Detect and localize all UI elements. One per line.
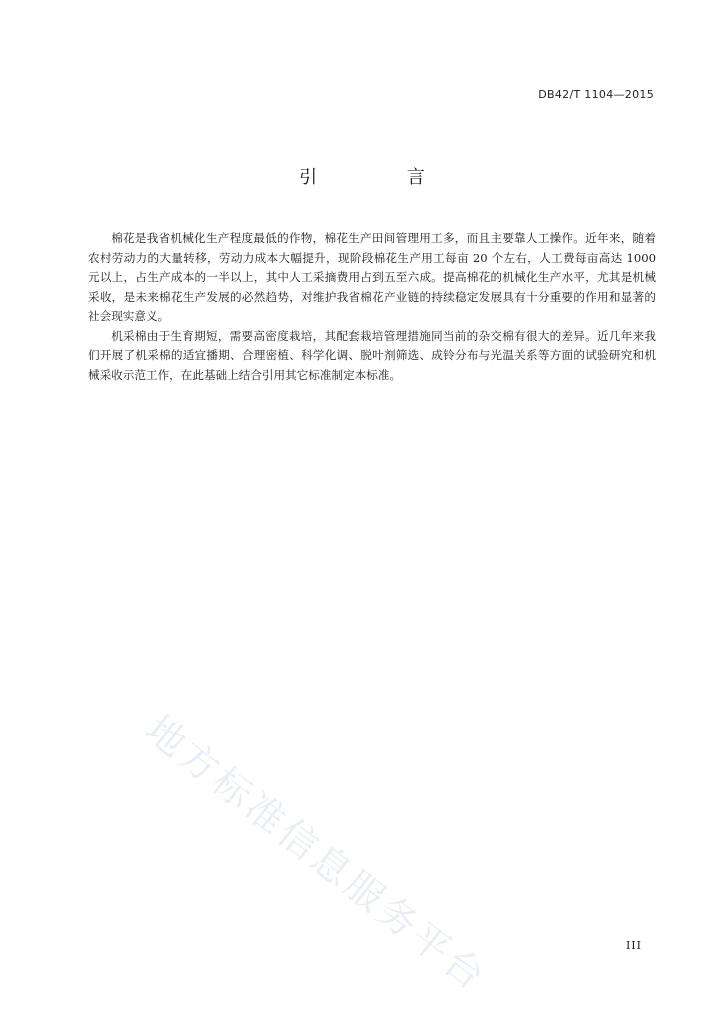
page-number: III: [625, 939, 642, 952]
paragraph: 棉花是我省机械化生产程度最低的作物，棉花生产田间管理用工多，而且主要靠人工操作。近年来，随着农村劳动力的大量转移，劳动力成本大幅提升，现阶段棉花生产用工每亩 20 个左右，人工费每亩高达 1000 元以上，占生产成本的一半以上，其中人工采摘费用占到五至六成。提高棉花的机械化生产水平，尤其是机械采收，是未来棉花生产发展的必然趋势，对维护我省棉花产业链的持续稳定发展具有十分重要的作用和显著的社会现实意义。: [88, 231, 656, 323]
paragraph: 机采棉由于生育期短，需要高密度栽培，其配套栽培管理措施同当前的杂交棉有很大的差异。近几年来我们开展了机采棉的适宜播期、合理密植、科学化调、脱叶剂筛选、成铃分布与光温关系等方面的试验研究和机械采收示范工作，在此基础上结合引用其它标准制定本标准。: [88, 328, 656, 382]
body-text: [88, 229, 656, 385]
section-title: 引 言: [299, 167, 467, 188]
watermark: 地方标准信息服务平台: [137, 707, 496, 1001]
document-code: DB42/T 1104—2015: [538, 88, 654, 101]
